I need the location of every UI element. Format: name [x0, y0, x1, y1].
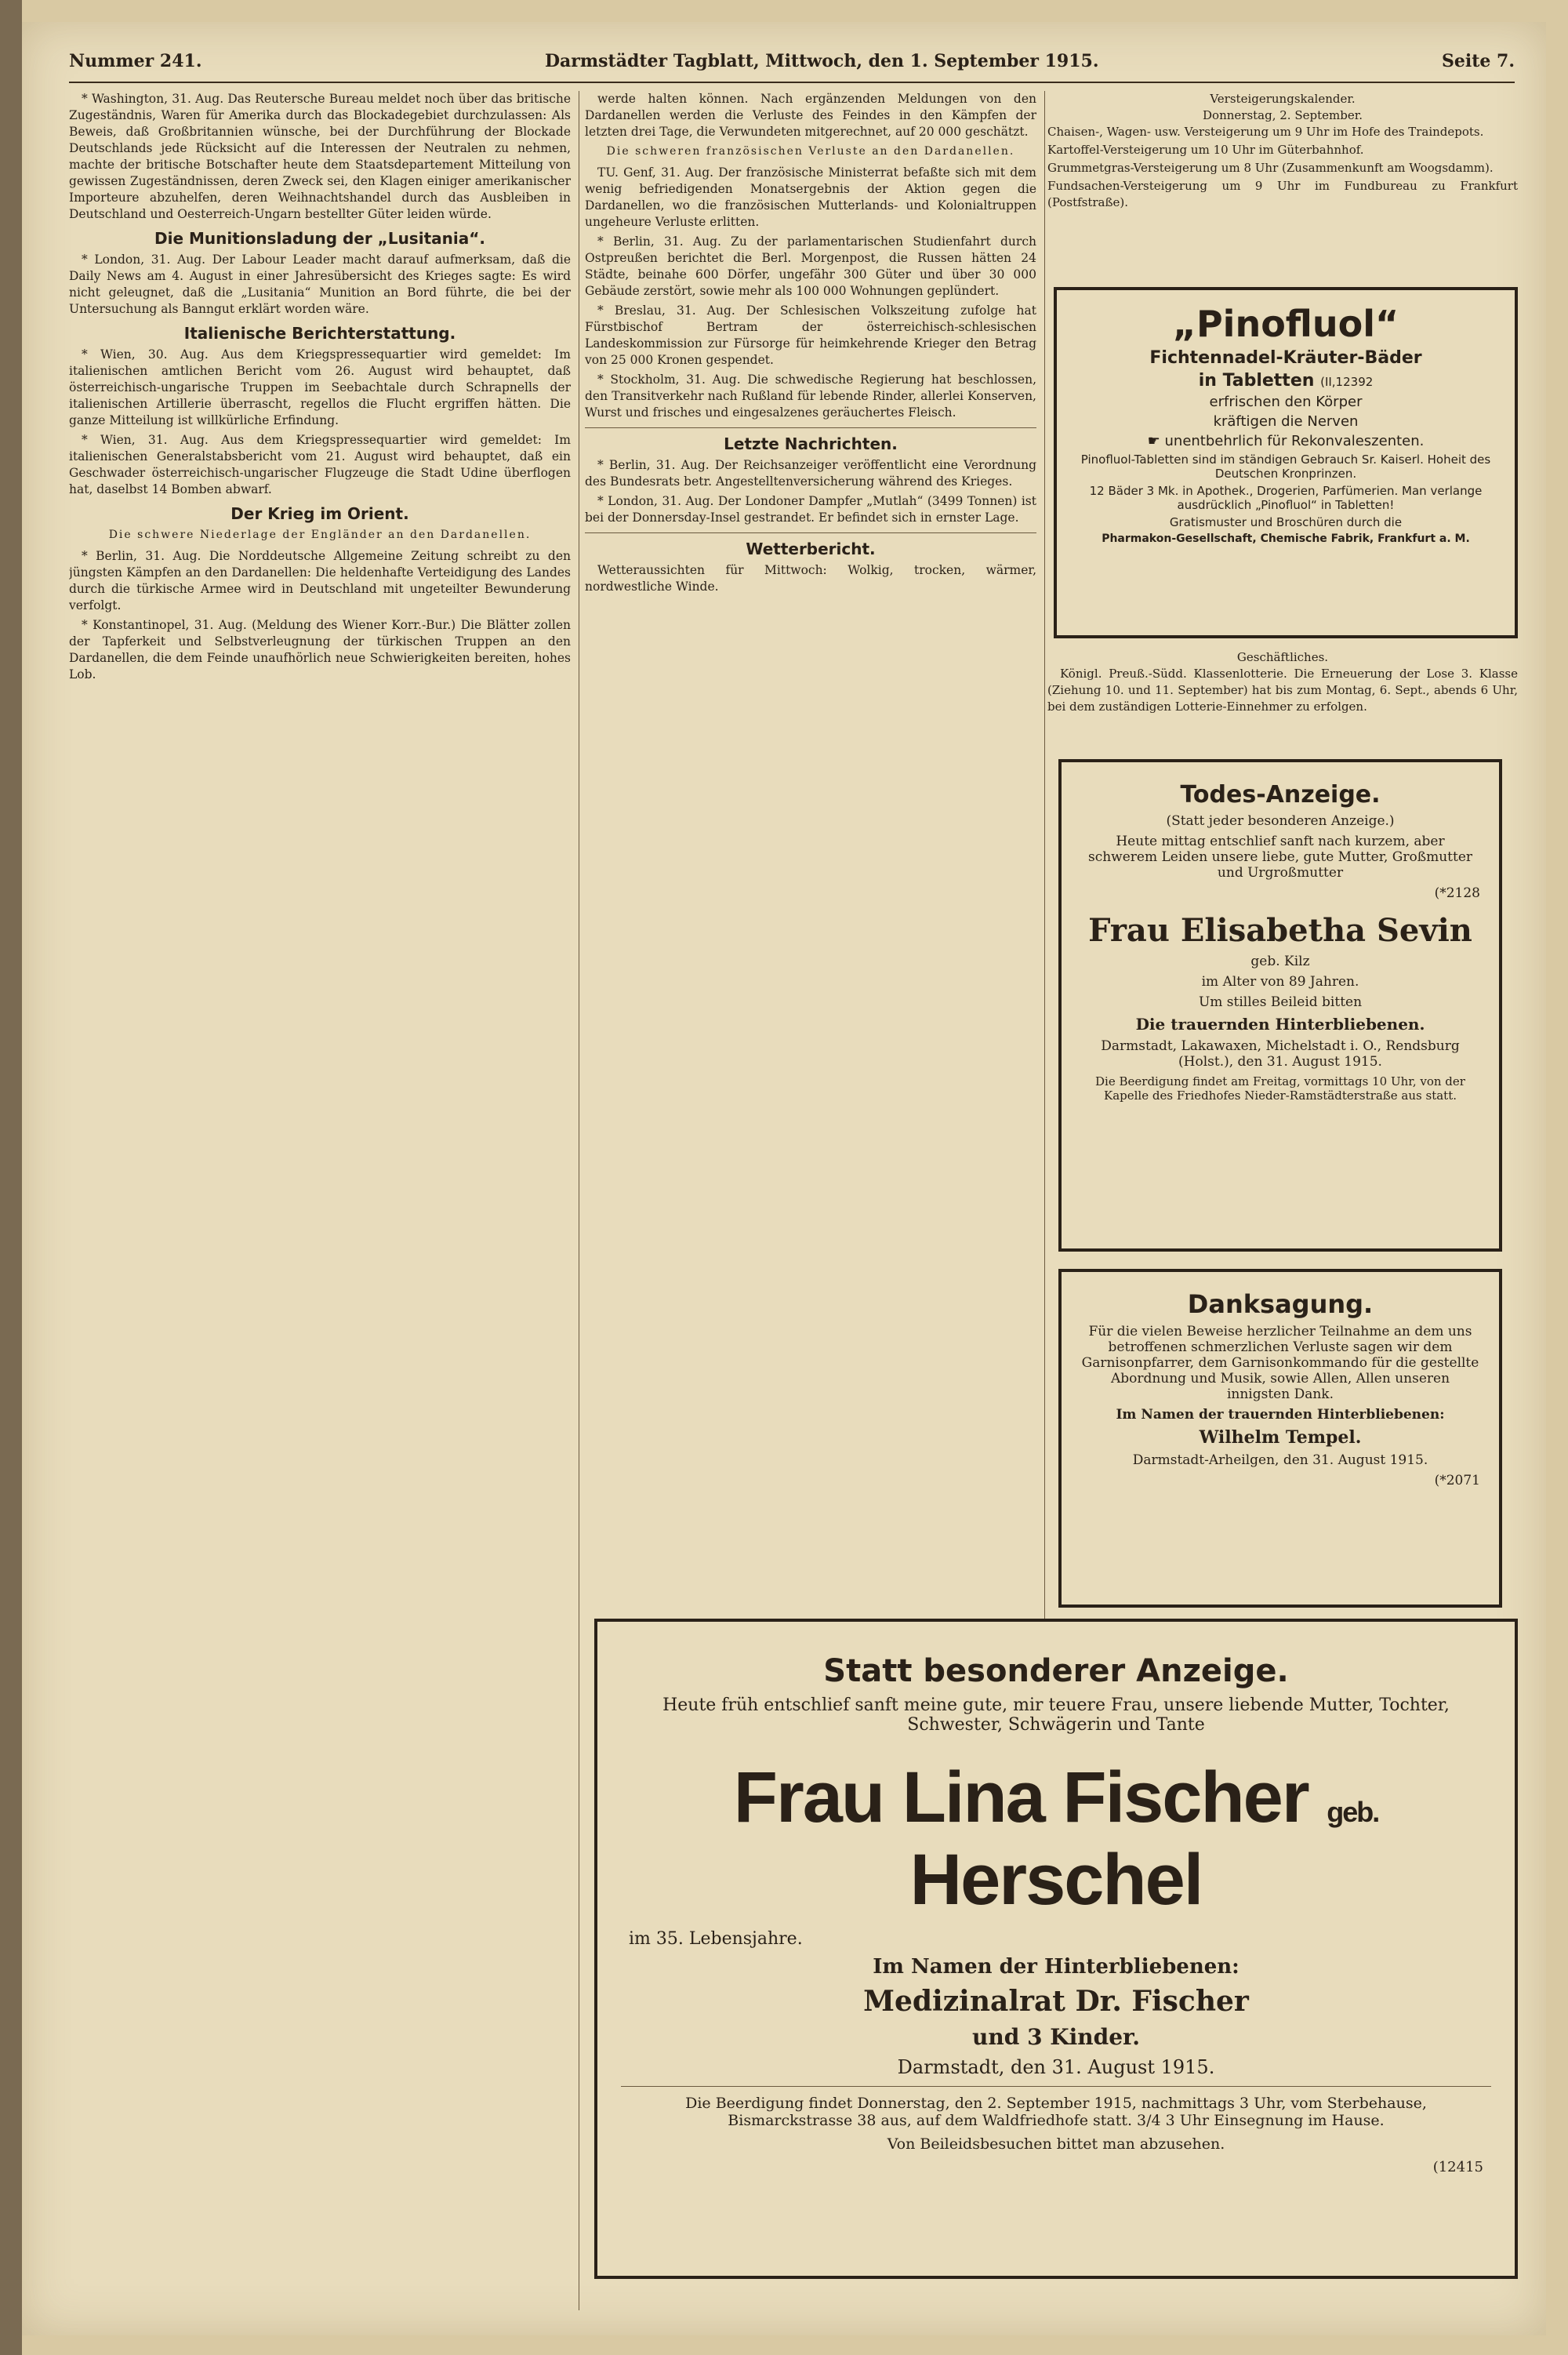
heading-weather: Wetterbericht. [746, 540, 876, 558]
thanks-text: Für die vielen Beweise herzlicher Teilnahme an dem uns betroffenen schmerzlichen Verluste sagen wir dem Garnisonpfarrer, dem Garnisonkommando für die gestellte Abordnung und Musik, sowie Allen, Allen unseren innigsten Dank. [1081, 1324, 1479, 1402]
auction-item: Grummetgras-Versteigerung um 8 Uhr (Zusammenkunft am Woogsdamm). [1047, 161, 1494, 175]
pinofluol-line: Fichtennadel-Kräuter-Bäder [1149, 348, 1422, 368]
auction-item: Chaisen-, Wagen- usw. Versteigerung um 9 Uhr im Hofe des Traindepots. [1047, 125, 1484, 139]
bigad-signature: und 3 Kinder. [972, 2024, 1140, 2050]
ad-code: (*2128 [1434, 885, 1480, 901]
pinofluol-line [1063, 371, 1508, 391]
masthead: Darmstädter Tagblatt, Mittwoch, den 1. September 1915. [544, 51, 1099, 71]
issue-number: Nummer 241. [69, 51, 202, 71]
page-number: Seite 7. [1441, 51, 1515, 71]
geb-text: geb. [1327, 1796, 1379, 1828]
death-sub: (Statt jeder besonderen Anzeige.) [1166, 813, 1395, 829]
article-london: * London, 31. Aug. Der Labour Leader macht darauf aufmerksam, daß die Daily News am 4. August in einer Jahresübersicht des Krieges sagte: Es wird nicht geleugnet, daß die „Lusitania“ Munition an Bord führte, die bei der Untersuchung als Banngut erklärt worden wäre. [69, 253, 571, 316]
ad-code: (*2071 [1434, 1473, 1480, 1488]
pinofluol-title: „Pinofluol“ [1172, 303, 1399, 345]
ad-code: (12415 [1432, 2159, 1483, 2175]
bigad-text: Im Namen der Hinterbliebenen: [873, 1955, 1240, 1979]
pinofluol-line: Gratismuster und Broschüren durch die [1169, 515, 1403, 529]
name-text: Frau Lina Fischer [733, 1757, 1308, 1837]
death-place: Darmstadt, Lakawaxen, Michelstadt i. O., Rendsburg (Holst.), den 31. August 1915. [1101, 1038, 1460, 1070]
auction-title: Versteigerungskalender. [1210, 92, 1356, 106]
weather-report: Wetteraussichten für Mittwoch: Wolkig, trocken, wärmer, nordwestliche Winde. [585, 563, 1036, 594]
bigad-signature: Medizinalrat Dr. Fischer [863, 1985, 1249, 2018]
death-text: Um stilles Beileid bitten [1198, 994, 1363, 1010]
deceased-name [597, 1757, 1515, 1921]
death-text: Heute mittag entschlief sanft nach kurzem, aber schwerem Leiden unsere liebe, gute Mutter, Großmutter und Urgroßmutter [1087, 834, 1473, 881]
thanks-signature: Wilhelm Tempel. [1199, 1427, 1362, 1448]
heading-lusitania: Die Munitionsladung der „Lusitania“. [154, 229, 485, 248]
pinofluol-line: kräftigen die Nerven [1213, 413, 1359, 430]
article-berlin: * Berlin, 31. Aug. Die Norddeutsche Allgemeine Zeitung schreibt zu den jüngsten Kämpfen an den Dardanellen: Die heldenhafte Verteidigung des Landes durch die türkische Armee wird in Deutschland mit ungeteilter Bewunderung verfolgt. [69, 549, 571, 612]
article-wien-1: * Wien, 30. Aug. Aus dem Kriegspressequartier wird gemeldet: Im italienischen amtlichen Bericht vom 26. August wird behauptet, daß österreichisch-ungarische Truppen im Seebachtale durch Schrapnells der italienischen Artillerie überrascht, regellos die Flucht ergriffen hätten. Die ganze Mitteilung ist willkürliche Erfindung. [69, 347, 571, 427]
pinofluol-text: unentbehrlich für Rekonvaleszenten. [1164, 433, 1425, 449]
bigad-text: Heute früh entschlief sanft meine gute, mir teuere Frau, unsere liebende Mutter, Tochter, Schwester, Schwägerin und Tante [662, 1695, 1450, 1735]
business-text: Königl. Preuß.-Südd. Klassenlotterie. Die Erneuerung der Lose 3. Klasse (Ziehung 10. und 11. September) hat bis zum Montag, 6. Sept., abends 6 Uhr, bei dem zuständigen Lotterie-Einnehmer zu erfolgen. [1047, 667, 1518, 714]
column-1 [69, 91, 579, 2310]
article-reichsanzeiger: * Berlin, 31. Aug. Der Reichsanzeiger veröffentlicht eine Verordnung des Bundesrats betr. Angestelltenversicherung während des Krieges. [585, 458, 1036, 489]
page-edge [0, 0, 22, 2355]
pinofluol-ad [1054, 287, 1518, 638]
bigad-text: Von Beileidsbesuchen bittet man abzusehen. [887, 2135, 1225, 2153]
auction-item: Fundsachen-Versteigerung um 9 Uhr im Fundbureau zu Frankfurt (Postfstraße). [1047, 179, 1518, 209]
thanks-place: Darmstadt-Arheilgen, den 31. August 1915. [1132, 1452, 1428, 1468]
death-notice-sevin [1058, 759, 1502, 1252]
article-mutlah: * London, 31. Aug. Der Londoner Dampfer „Mutlah“ (3499 Tonnen) ist bei der Donnersday-Insel gestrandet. Er befindet sich in ernster Lage. [585, 494, 1036, 525]
thanks-title: Danksagung. [1187, 1289, 1374, 1319]
bigad-title: Statt besonderer Anzeige. [823, 1653, 1289, 1689]
thanks-text: Im Namen der trauernden Hinterbliebenen: [1116, 1407, 1445, 1423]
age: im 35. Lebensjahre. [629, 1929, 803, 1949]
death-signature: Die trauernden Hinterbliebenen. [1135, 1015, 1425, 1034]
article-berlin-ostpreussen: * Berlin, 31. Aug. Zu der parlamentarischen Studienfahrt durch Ostpreußen berichtet die Berl. Morgenpost, die Russen hätten 24 Städte, beinahe 600 Dörfer, ungefähr 300 Güter und über 30 000 Gebäude zerstört, sowie mehr als 100 000 Wohnungen geplündert. [585, 234, 1036, 298]
pinofluol-line: Pharmakon-Gesellschaft, Chemische Fabrik, Frankfurt a. M. [1102, 532, 1470, 545]
heading-italy: Italienische Berichterstattung. [183, 324, 456, 343]
subheading-french-losses: Die schweren französischen Verluste an den Dardanellen. [606, 145, 1015, 158]
age: im Alter von 89 Jahren. [1201, 974, 1359, 990]
death-title: Todes-Anzeige. [1180, 781, 1381, 809]
auction-date: Donnerstag, 2. September. [1203, 108, 1363, 122]
pinofluol-line: Pinofluol-Tabletten sind im ständigen Gebrauch Sr. Kaiserl. Hoheit des Deutschen Kronprinzen. [1080, 452, 1491, 481]
page-header [69, 45, 1515, 83]
business-notice [1047, 649, 1518, 743]
pinofluol-tablets: in Tabletten [1198, 371, 1315, 391]
pointing-hand-icon: ☛ [1147, 433, 1160, 449]
auction-item: Kartoffel-Versteigerung um 10 Uhr im Güterbahnhof. [1047, 143, 1364, 157]
ad-code: (II,12392 [1320, 375, 1374, 389]
article-stockholm: * Stockholm, 31. Aug. Die schwedische Regierung hat beschlossen, den Transitverkehr nach Rußland für lebende Rinder, allerlei Konserven, Wurst und frisches und eingesalzenes geräuchertes Fleisch. [585, 373, 1036, 420]
thanks-notice [1058, 1269, 1502, 1608]
article-konstantinopel: * Konstantinopel, 31. Aug. (Meldung des Wiener Korr.-Bur.) Die Blätter zollen der Tapferkeit und Selbstverleugnung der türkischen Truppen an den Dardanellen, die dem Feinde unaufhörlich neue Schwierigkeiten bereiten, hohes Lob. [69, 618, 571, 681]
heading-orient: Der Krieg im Orient. [230, 504, 409, 523]
divider [585, 427, 1036, 428]
divider [585, 532, 1036, 533]
article-genf: TU. Genf, 31. Aug. Der französische Ministerrat befaßte sich mit dem wenig befriedigenden Monatsergebnis der Aktion gegen die Dardanellen, wo die französischen Mutterlands- und Kolonialtruppen ungeheure Verluste erlitten. [585, 165, 1036, 229]
pinofluol-line: 12 Bäder 3 Mk. in Apothek., Drogerien, Parfümerien. Man verlange ausdrücklich „Pinofluol“ in Tabletten! [1089, 484, 1483, 512]
funeral-info: Die Beerdigung findet am Freitag, vormittags 10 Uhr, von der Kapelle des Friedhofes Nieder-Ramstädterstraße aus statt. [1095, 1074, 1465, 1103]
divider [621, 2086, 1491, 2087]
article-breslau: * Breslau, 31. Aug. Der Schlesischen Volkszeitung zufolge hat Fürstbischof Bertram der österreichisch-schlesischen Landeskommission zur Fürsorge für heimkehrende Krieger den Betrag von 25 000 Kronen gespendet. [585, 303, 1036, 367]
pinofluol-line: erfrischen den Körper [1209, 394, 1363, 410]
article-washington: * Washington, 31. Aug. Das Reutersche Bureau meldet noch über das britische Zugeständnis, Waren für Amerika durch das Blockadegebiet durchzulassen: Als Beweis, daß Großbritannien wünsche, bei der Durchführung der Blockade Deutschlands jede Rücksicht auf die Interessen der Neutralen zu nehmen, machte der britische Botschafter heute dem Staatsdepartement Mitteilung von gewissen Zugeständnissen, deren Zweck sei, den Klagen einiger amerikanischer Importeure abzuhelfen, deren Weihnachtshandel durch das Ausbleiben in Deutschland und Oesterreich-Ungarn bestellter Güter leiden würde. [69, 92, 571, 221]
article-dardanellen: werde halten können. Nach ergänzenden Meldungen von den Dardanellen werden die Verluste des Feindes in den Kämpfen der letzten drei Tage, die Verwundeten mitgerechnet, auf 20 000 geschätzt. [585, 92, 1036, 139]
business-title: Geschäftliches. [1236, 650, 1329, 664]
heading-latest-news: Letzte Nachrichten. [724, 434, 898, 453]
funeral-info: Die Beerdigung findet Donnerstag, den 2. September 1915, nachmittags 3 Uhr, vom Sterbehause, Bismarckstrasse 38 aus, auf dem Waldfriedhofe statt. 3/4 3 Uhr Einsegnung im Hause. [685, 2095, 1427, 2129]
newspaper-page [22, 22, 1546, 2335]
maiden-name: geb. Kilz [1250, 954, 1310, 969]
pinofluol-line [1063, 433, 1508, 449]
article-wien-2: * Wien, 31. Aug. Aus dem Kriegspressequartier wird gemeldet: Im italienischen Generalstabsbericht vom 21. August wird behauptet, daß ein Geschwader österreichisch-ungarischer Flugzeuge die Stadt Udine überflogen hat, daselbst 14 Bomben abwarf. [69, 433, 571, 496]
column-2 [585, 91, 1045, 1652]
maiden-name: Herschel [909, 1840, 1203, 1920]
death-notice-fischer [594, 1619, 1518, 2279]
subheading-orient: Die schwere Niederlage der Engländer an den Dardanellen. [108, 529, 532, 541]
bigad-place: Darmstadt, den 31. August 1915. [897, 2056, 1215, 2078]
deceased-name: Frau Elisabetha Sevin [1088, 912, 1472, 949]
